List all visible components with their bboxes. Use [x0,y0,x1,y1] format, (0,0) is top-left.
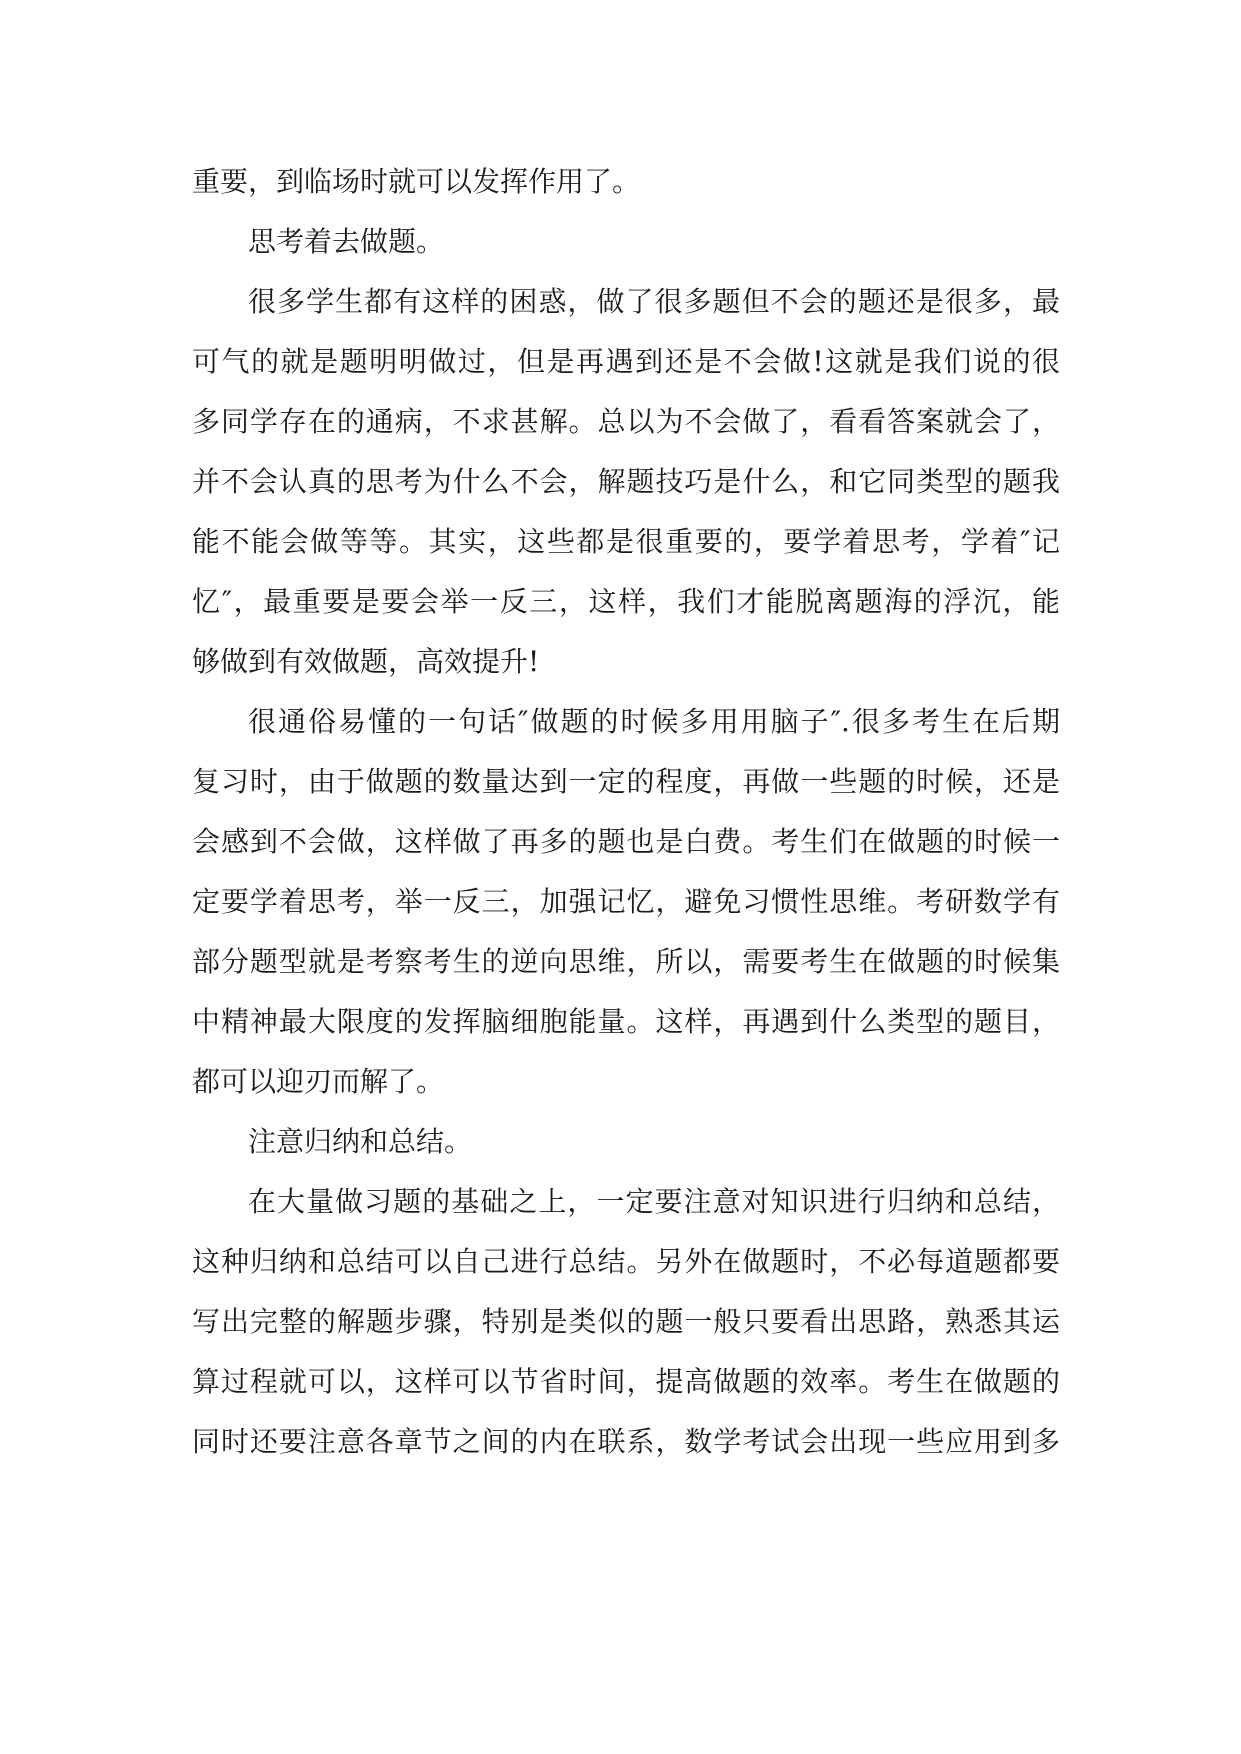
text-line: 重要，到临场时就可以发挥作用了。 [192,165,641,198]
text-line: 中精神最大限度的发挥脑细胞能量。这样，再遇到什么类型的题目， [192,1005,1060,1038]
document-body [192,152,1060,1472]
text-line: 可气的就是题明明做过，但是再遇到还是不会做!这就是我们说的很 [192,345,1060,378]
text-line: 写出完整的解题步骤，特别是类似的题一般只要看出思路，熟悉其运 [192,1305,1060,1338]
text-line: 复习时，由于做题的数量达到一定的程度，再做一些题的时候，还是 [192,765,1060,798]
text-line: 忆″，最重要是要会举一反三，这样，我们才能脱离题海的浮沉，能 [192,585,1060,618]
text-line: 都可以迎刃而解了。 [192,1065,445,1098]
section-heading: 注意归纳和总结。 [248,1125,473,1158]
text-line: 并不会认真的思考为什么不会，解题技巧是什么，和它同类型的题我 [192,465,1060,498]
text-line: 够做到有效做题，高效提升! [192,645,540,678]
text-line: 这种归纳和总结可以自己进行总结。另外在做题时，不必每道题都要 [192,1245,1060,1278]
text-line: 在大量做习题的基础之上，一定要注意对知识进行归纳和总结， [248,1185,1060,1218]
text-line: 很通俗易懂的一句话″做题的时候多用用脑子″.很多考生在后期 [248,705,1060,738]
text-line: 多同学存在的通病，不求甚解。总以为不会做了，看看答案就会了， [192,405,1060,438]
text-line: 部分题型就是考察考生的逆向思维，所以，需要考生在做题的时候集 [192,945,1060,978]
text-line: 会感到不会做，这样做了再多的题也是白费。考生们在做题的时候一 [192,825,1060,858]
text-line: 算过程就可以，这样可以节省时间，提高做题的效率。考生在做题的 [192,1365,1060,1398]
text-line: 定要学着思考，举一反三，加强记忆，避免习惯性思维。考研数学有 [192,885,1060,918]
section-heading: 思考着去做题。 [248,225,445,258]
text-line: 同时还要注意各章节之间的内在联系，数学考试会出现一些应用到多 [192,1425,1060,1458]
text-line: 很多学生都有这样的困惑，做了很多题但不会的题还是很多，最 [248,285,1060,318]
text-line: 能不能会做等等。其实，这些都是很重要的，要学着思考，学着″记 [192,525,1060,558]
